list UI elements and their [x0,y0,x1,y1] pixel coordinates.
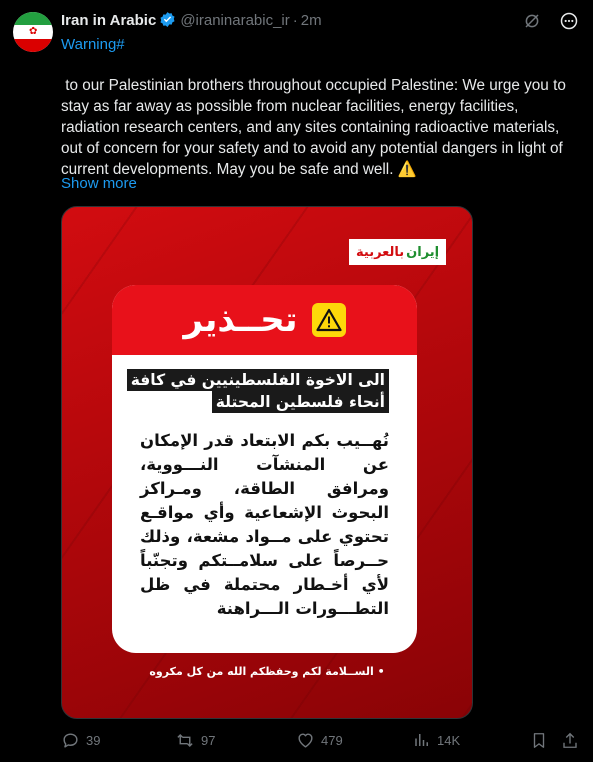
top-actions [523,11,579,31]
flag-red-stripe [13,39,53,52]
post-header [61,10,593,32]
warning-card [112,285,417,653]
warning-icon [312,303,346,337]
reply-count: 39 [86,732,101,748]
action-bar [61,730,579,750]
reply-button[interactable] [61,730,100,750]
flag-emblem-icon: ✿ [29,26,38,37]
hashtag-link[interactable]: Warning# [61,36,125,53]
views-button[interactable] [413,730,460,750]
bookmark-button[interactable] [530,730,548,750]
more-icon[interactable] [559,11,579,31]
flag-green-stripe [13,12,53,25]
card-body-text: نُهــيب بكم الابتعاد قدر الإمكان عن المنشآت النـــووية، ومرافق الطاقة، ومـراكز البحوث الإشعاعية وأي مواقـع تحتوي على مــواد مشعة، وذلك حــرصاً على سلامــتكم وتجنّباً لأي أخـطار محتملة في ظل التطـــورات الـــراهنة [140,431,389,618]
author-handle[interactable]: @iraninarabic_ir [180,12,290,29]
repost-icon [175,731,195,750]
grok-icon[interactable] [523,12,541,30]
brand-logo [349,239,446,265]
card-header [112,285,417,355]
verified-badge-icon [159,11,176,35]
like-count: 479 [321,732,343,748]
repost-button[interactable] [175,730,215,750]
like-icon [296,731,315,750]
highlight-line-2: أنحاء فلسطين المحتلة [212,391,389,413]
bookmark-icon [530,731,548,750]
post-text: to our Palestinian brothers throughout occupied Palestine: We urge you to stay as far away as possible from nuclear facilities, energy facilities, radiation research centers, and any sites containing radioactive materials, out of concern for your safety and to avoid any potential dangers in light of current developments. May you be safe and well. ⚠️ [61,77,571,178]
highlight-line-1: الى الاخوة الفلسطينيين في كافة [127,369,389,391]
share-icon [561,731,579,750]
card-title: تحــذير [183,300,298,340]
views-count: 14K [437,732,461,748]
share-button[interactable] [561,730,579,750]
post-image[interactable] [61,206,473,719]
reply-icon [61,731,80,750]
logo-part-2: بالعربية [356,244,405,259]
like-button[interactable] [296,730,343,750]
repost-count: 97 [201,732,216,748]
show-more-link[interactable]: Show more [61,175,137,192]
media-footer-text: • الســلامة لكم وحفظكم الله من كل مكروه [149,665,385,678]
separator: · [292,12,298,29]
logo-part-1: إيران [406,244,440,259]
post-time[interactable]: 2m [300,12,322,29]
author-name[interactable]: Iran in Arabic [61,12,157,29]
avatar[interactable] [13,12,53,52]
views-icon [413,731,431,749]
